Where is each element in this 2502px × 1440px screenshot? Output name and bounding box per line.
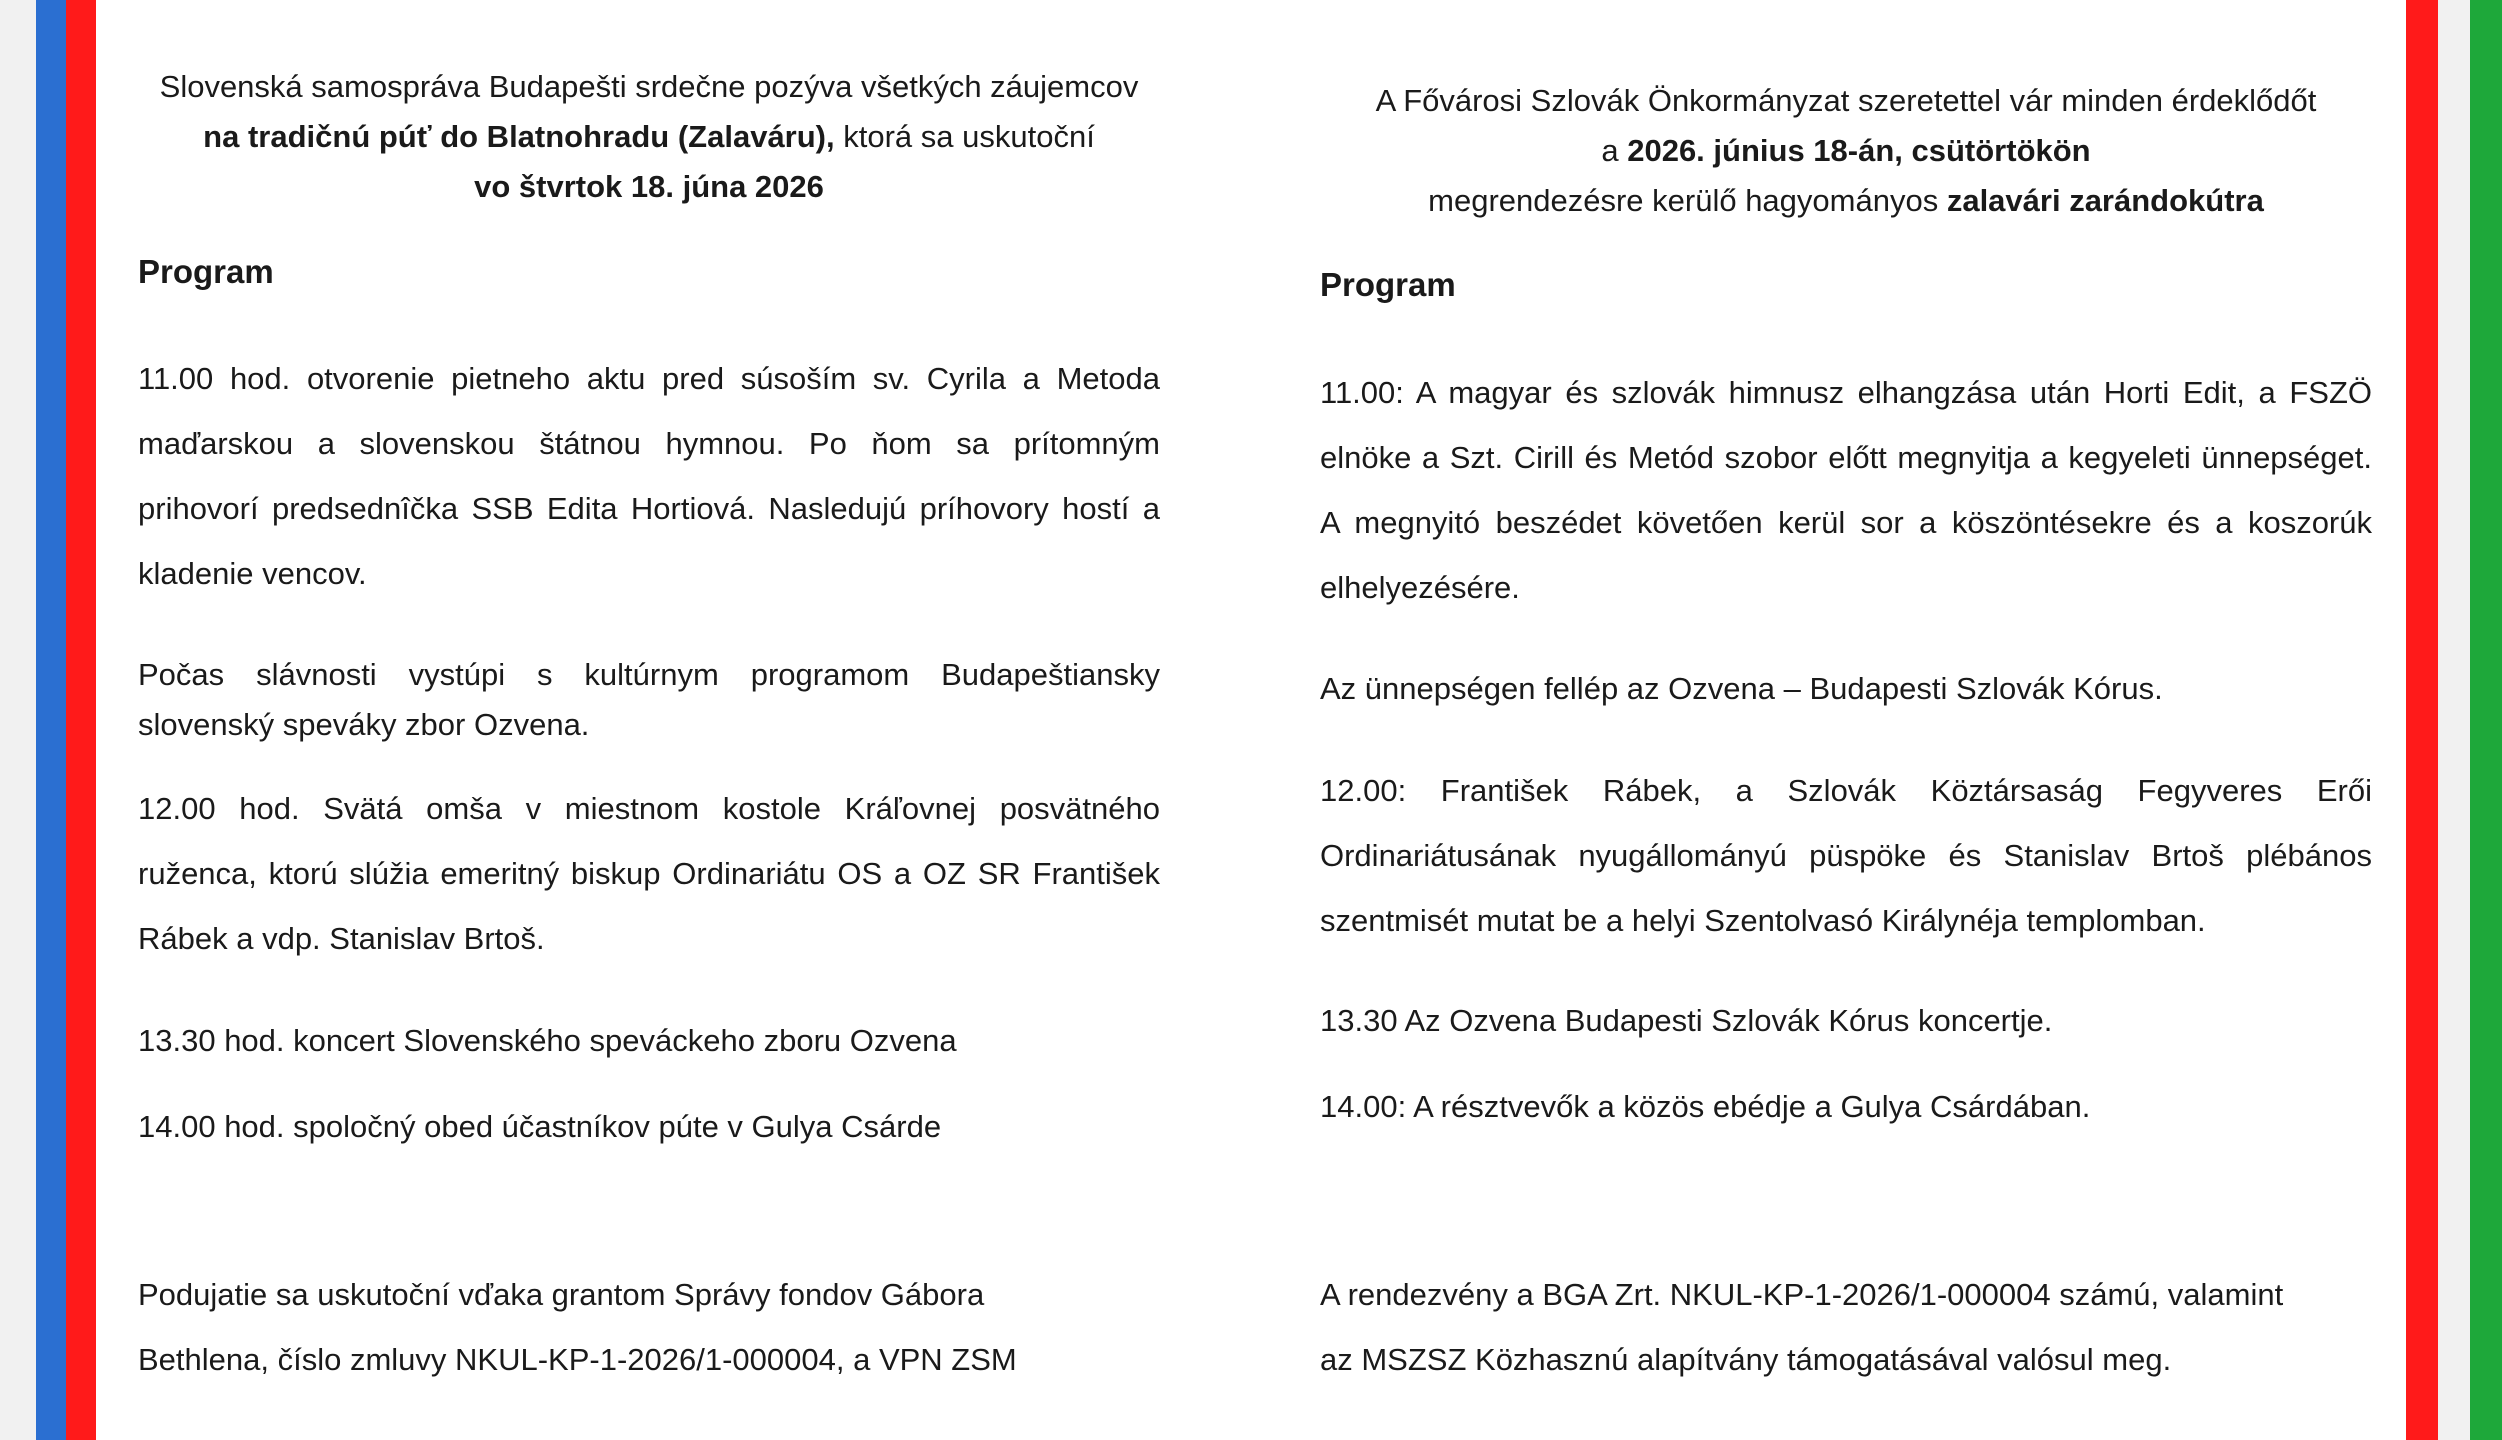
slovak-program-item-1400: 14.00 hod. spoločný obed účastníkov púte v Gulya Csárde <box>138 1109 942 1144</box>
hungarian-program-item-1400: 14.00: A résztvevők a közös ebédje a Gulya Csárdában. <box>1320 1089 2091 1124</box>
hungarian-program-item-1100: 11.00: A magyar és szlovák himnusz elhangzása után Horti Edit, a FSZÖ elnöke a Szt. Cirill és Metód szobor előtt megnyitja a kegyeleti ünnepséget. A megnyitó beszédet követően kerül sor a köszöntésekre és a koszorúk elhelyezésére. <box>1320 375 2372 605</box>
slovak-pilgrimage-destination: na tradičnú púť do Blatnohradu (Zalaváru), <box>203 119 835 154</box>
slovak-invitation-line2: na tradičnú púť do Blatnohradu (Zalaváru), ktorá sa uskutoční <box>203 119 1095 154</box>
slovak-invitation-line1: Slovenská samospráva Budapešti srdečne pozýva všetkých záujemcov <box>159 69 1139 104</box>
hungarian-program-heading: Program <box>1320 266 1456 303</box>
slovak-flag-blue-stripe <box>36 0 66 1440</box>
slovak-program-item-1200: 12.00 hod. Svätá omša v miestnom kostole Kráľovnej posvätného ruženca, ktorú slúžia emeritný biskup Ordinariátu OS a OZ SR František Rábek a vdp. Stanislav Brtoš. <box>138 791 1160 956</box>
slovak-event-date: vo štvrtok 18. júna 2026 <box>474 169 824 204</box>
hungarian-program-item-1330: 13.30 Az Ozvena Budapesti Szlovák Kórus koncertje. <box>1320 1003 2053 1038</box>
slovak-invitation <box>138 62 1160 212</box>
hungary-flag-white-stripe <box>2438 0 2470 1440</box>
hungarian-invitation <box>1320 76 2372 226</box>
slovak-column <box>138 0 1160 1440</box>
slovak-program-heading: Program <box>138 253 274 290</box>
hungarian-pilgrimage-destination: zalavári zarándokútra <box>1946 183 2264 218</box>
hungarian-program-item-1200: 12.00: František Rábek, a Szlovák Köztársaság Fegyveres Erői Ordinariátusának nyugállományú püspöke és Stanislav Brtoš plébános szentmisét mutat be a helyi Szentolvasó Királynéja templomban. <box>1320 773 2372 938</box>
hungary-flag-green-stripe <box>2470 0 2502 1440</box>
slovak-flag-red-stripe <box>66 0 96 1440</box>
hungarian-column <box>1320 0 2372 1440</box>
hungarian-event-date: a 2026. június 18-án, csütörtökön <box>1601 133 2091 168</box>
slovak-program-cultural: Počas slávnosti vystúpi s kultúrnym programom Budapeštiansky slovenský speváky zbor Ozvena. <box>138 657 1160 742</box>
hungarian-invitation-line3: megrendezésre kerülő hagyományos zalavári zarándokútra <box>1428 183 2264 218</box>
hungary-flag-red-stripe <box>2406 0 2438 1440</box>
hungarian-invitation-line1: A Fővárosi Szlovák Önkormányzat szeretettel vár minden érdeklődőt <box>1375 83 2317 118</box>
slovak-flag-white-stripe <box>0 0 36 1440</box>
hungarian-sponsor-note: A rendezvény a BGA Zrt. NKUL-KP-1-2026/1-000004 számú, valamint az MSZSZ Közhasznú alapítvány támogatásával valósul meg. <box>1320 1277 2284 1377</box>
hungarian-program-cultural: Az ünnepségen fellép az Ozvena – Budapesti Szlovák Kórus. <box>1320 671 2163 706</box>
slovak-sponsor-note: Podujatie sa uskutoční vďaka grantom Správy fondov Gábora Bethlena, číslo zmluvy NKUL-KP-1-2026/1-000004, a VPN ZSM <box>138 1277 1017 1377</box>
slovak-program-item-1100: 11.00 hod. otvorenie pietneho aktu pred súsoším sv. Cyrila a Metoda maďarskou a slovenskou štátnou hymnou. Po ňom sa prítomným prihovorí predsednîčka SSB Edita Hortiová. Nasledujú príhovory hostí a kladenie vencov. <box>138 361 1160 591</box>
slovak-program-item-1330: 13.30 hod. koncert Slovenského speváckeho zboru Ozvena <box>138 1023 957 1058</box>
